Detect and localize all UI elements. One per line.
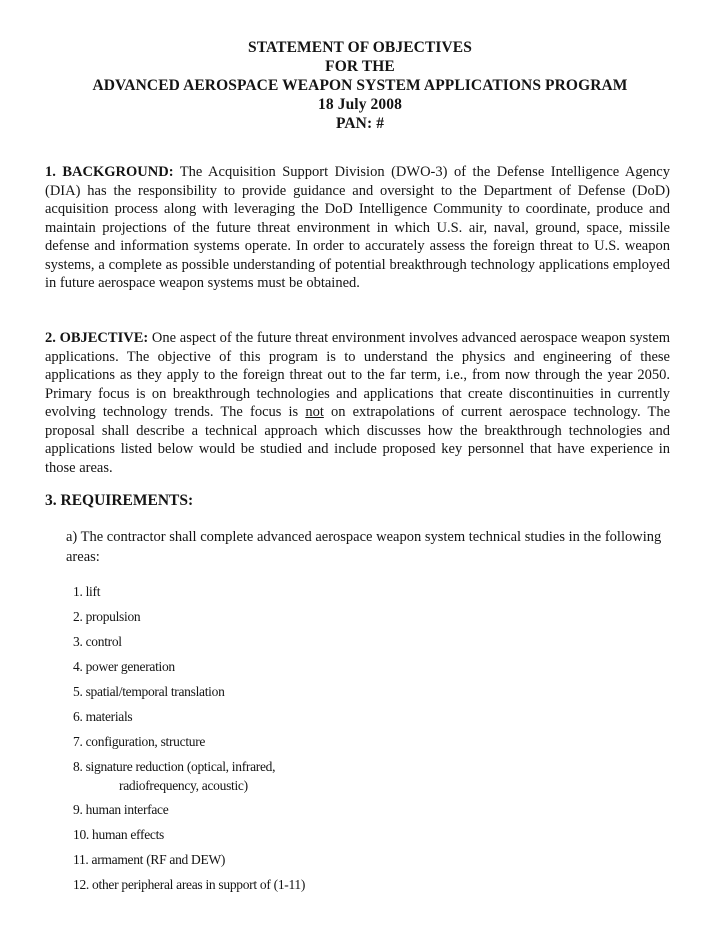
technical-areas-list (73, 579, 433, 897)
objective-heading: 2. OBJECTIVE: (45, 330, 149, 346)
list-item: 7. configuration, structure (73, 734, 206, 749)
title-line-3: ADVANCED AEROSPACE WEAPON SYSTEM APPLICATIONS PROGRAM (92, 77, 628, 94)
background-text: The Acquisition Support Division (DWO-3) of the Defense Intelligence Agency (DIA) has the responsibility to provide guidance and oversight to the Department of Defense (DoD) acquisition process along with leveraging the DoD Intelligence Community to coordinate, produce and maintain projections of the future threat environment in which U.S. air, naval, ground, space, missile defense and information systems operate. In order to accurately assess the foreign threat to U.S. weapon systems, a complete as possible understanding of potential breakthrough technology applications employed in future aerospace weapon systems must be obtained. (45, 164, 670, 291)
requirements-item-a: a) The contractor shall complete advanced aerospace weapon system technical studies in the following areas: (66, 529, 662, 565)
requirements-heading: 3. REQUIREMENTS: (45, 492, 194, 509)
background-section (45, 163, 670, 293)
list-item: 3. control (73, 634, 122, 649)
objective-section (45, 329, 670, 477)
objective-not-emphasis: not (305, 404, 324, 420)
title-line-1: STATEMENT OF OBJECTIVES (248, 39, 472, 56)
list-item: 1. lift (73, 584, 101, 599)
title-pan: PAN: # (335, 115, 385, 132)
title-line-2: FOR THE (325, 58, 395, 75)
list-item: 4. power generation (73, 659, 175, 674)
list-item: 2. propulsion (73, 609, 141, 624)
list-item: 5. spatial/temporal translation (73, 684, 225, 699)
objective-text-b: on extrapolations of current aerospace technology. The proposal shall describe a technical approach which discusses how the breakthrough technologies and applications listed below would be studied and include proposed key personnel that have experience in those areas. (45, 404, 671, 476)
title-date: 18 July 2008 (318, 96, 402, 113)
background-heading: 1. BACKGROUND: (45, 164, 174, 180)
document-title-block (0, 38, 720, 133)
list-item-continuation: radiofrequency, acoustic) (119, 778, 248, 793)
list-item: 6. materials (73, 709, 133, 724)
list-item: 11. armament (RF and DEW) (73, 852, 226, 867)
list-item: 8. signature reduction (optical, infrared, radiofrequency, acoustic) (73, 754, 433, 798)
list-item: 12. other peripheral areas in support of (1-11) (73, 877, 306, 892)
objective-text-a: One aspect of the future threat environment involves advanced aerospace weapon system applications. The objective of this program is to understand the physics and engineering of these applications as they apply to the foreign threat out to the far term, i.e., from now through the year 2050. Primary focus is on breakthrough technologies and applications that create discontinuities in currently evolving technology trends. The focus is (45, 330, 671, 420)
list-item: 10. human effects (73, 827, 164, 842)
list-item: 9. human interface (73, 802, 169, 817)
